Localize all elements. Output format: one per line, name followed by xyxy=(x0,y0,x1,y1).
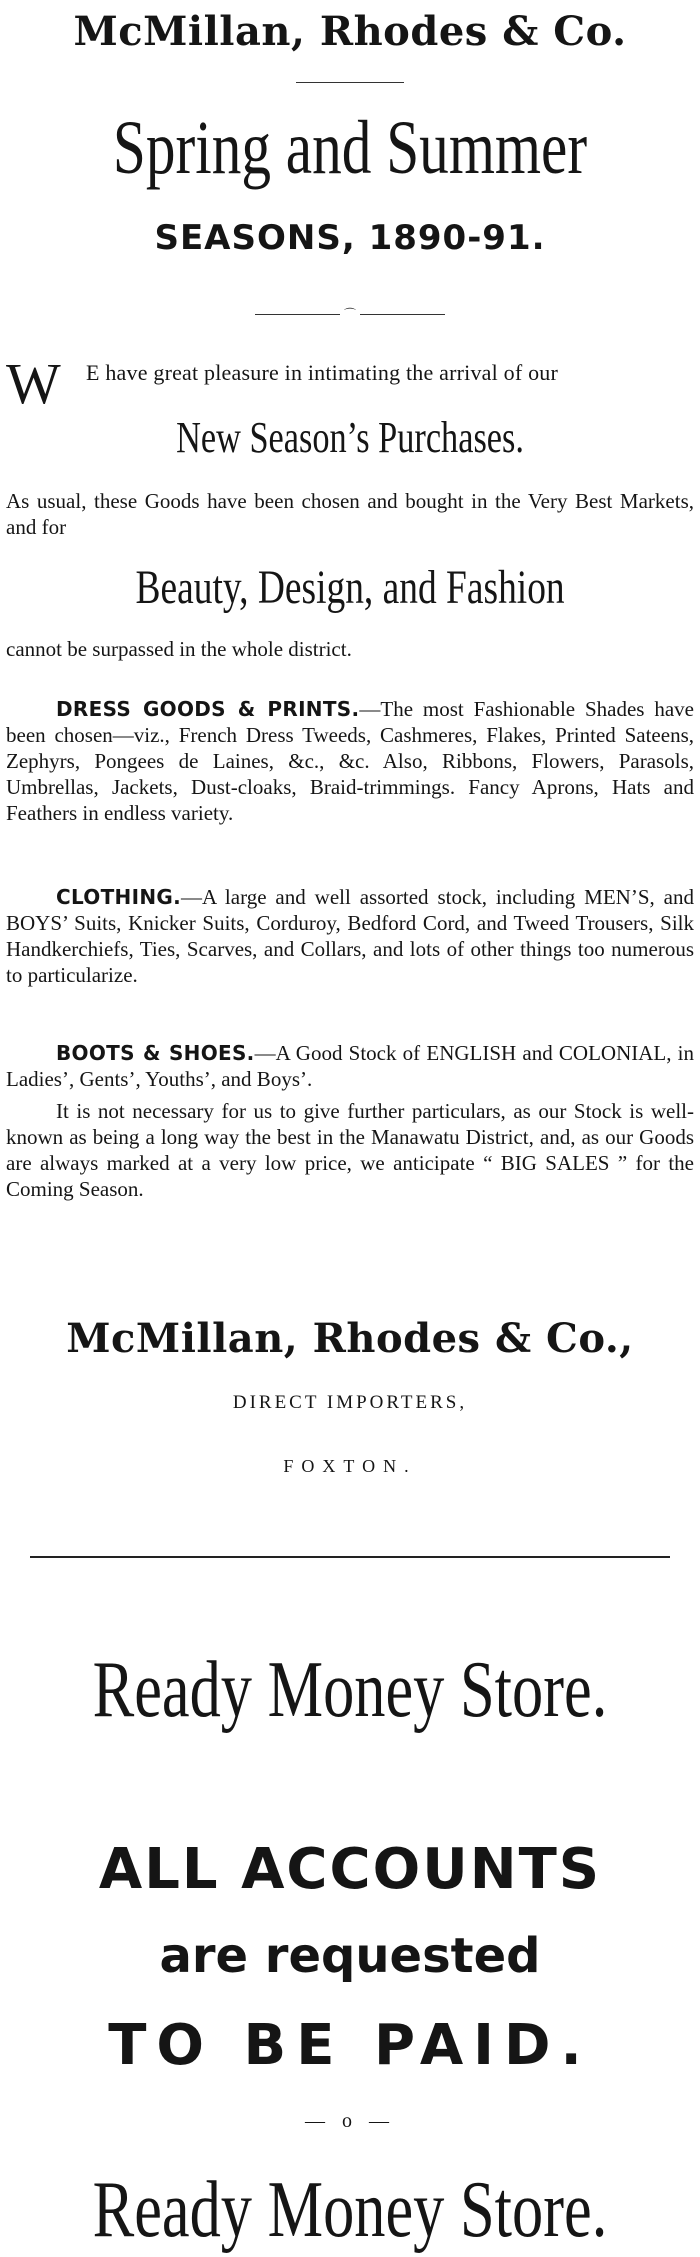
item-text: —The most Fashionable Shades have been chosen—viz., French Dress Tweeds, Cashmeres, Flakes, Printed Sateens, Zephyrs, Pongees de Laines, &c., &c. Also, Ribbons, Flowers, Parasols, Umbrellas, Jackets, Dust-cloaks, Braid-trimmings. Fancy Aprons, Hats and Feathers in endless variety. xyxy=(6,697,694,825)
item-clothing xyxy=(6,884,694,988)
heading-beauty-text: Beauty, Design, and Fashion xyxy=(135,561,565,614)
paragraph-district: cannot be surpassed in the whole district. xyxy=(6,637,352,661)
intro-line: E have great pleasure in intimating the arrival of our xyxy=(86,360,559,385)
header-rule xyxy=(296,82,404,83)
paragraph-usual: As usual, these Goods have been chosen and bought in the Very Best Markets, and for xyxy=(6,489,694,539)
dropcap-letter: W xyxy=(6,351,61,416)
item-text: —A Good Stock of ENGLISH and COLONIAL, in Ladies’, Gents’, Youths’, and Boys’. xyxy=(6,1041,695,1091)
firm-name-footer: McMillan, Rhodes & Co., xyxy=(66,1315,634,1362)
item-lead: CLOTHING. xyxy=(56,885,181,909)
all-accounts: ALL ACCOUNTS xyxy=(98,1837,602,1902)
heading-new-season xyxy=(0,412,700,463)
item-dress-goods xyxy=(6,696,694,826)
firm-name-header: McMillan, Rhodes & Co. xyxy=(73,8,627,55)
to-be-paid: TO BE PAID. xyxy=(108,2013,592,2078)
ready-money-store-top xyxy=(0,1646,700,1734)
title-line1: Spring and Summer xyxy=(112,106,588,190)
title-seasons: SEASONS, 1890-91. xyxy=(154,218,546,258)
ornament-glyph: ⌒ xyxy=(343,307,356,321)
ornament-rule-left xyxy=(255,314,340,315)
heading-new-season-text: New Season’s Purchases. xyxy=(176,413,524,462)
title-spring-summer xyxy=(0,106,700,190)
item-lead: DRESS GOODS & PRINTS. xyxy=(56,697,360,721)
location-foxton: FOXTON. xyxy=(283,1456,417,1476)
separator: — o — xyxy=(305,2110,395,2132)
item-boots-shoes xyxy=(6,1040,694,1092)
item-text: It is not necessary for us to give further particulars, as our Stock is well-known as being a long way the best in the Manawatu District, and, as our Goods are always marked at a very low price, we anticipate “ BIG SALES ” for the Coming Season. xyxy=(6,1099,694,1201)
direct-importers: DIRECT IMPORTERS, xyxy=(232,1392,468,1413)
ornament-rule-right xyxy=(360,314,445,315)
item-lead: BOOTS & SHOES. xyxy=(56,1041,255,1065)
ad-divider xyxy=(30,1556,670,1558)
ready-money-store-top-text: Ready Money Store. xyxy=(92,1646,608,1734)
ready-money-store-bottom-text: Ready Money Store. xyxy=(92,2166,608,2254)
item-closing-paragraph xyxy=(6,1098,694,1202)
ready-money-store-bottom xyxy=(0,2166,700,2254)
are-requested: are requested xyxy=(159,1928,541,1984)
item-text: —A large and well assorted stock, including MEN’S, and BOYS’ Suits, Knicker Suits, Corduroy, Bedford Cord, and Tweed Trousers, Silk Handkerchiefs, Ties, Scarves, and Collars, and lots of other things too numerous to particularize. xyxy=(6,885,694,987)
heading-beauty xyxy=(0,560,700,615)
